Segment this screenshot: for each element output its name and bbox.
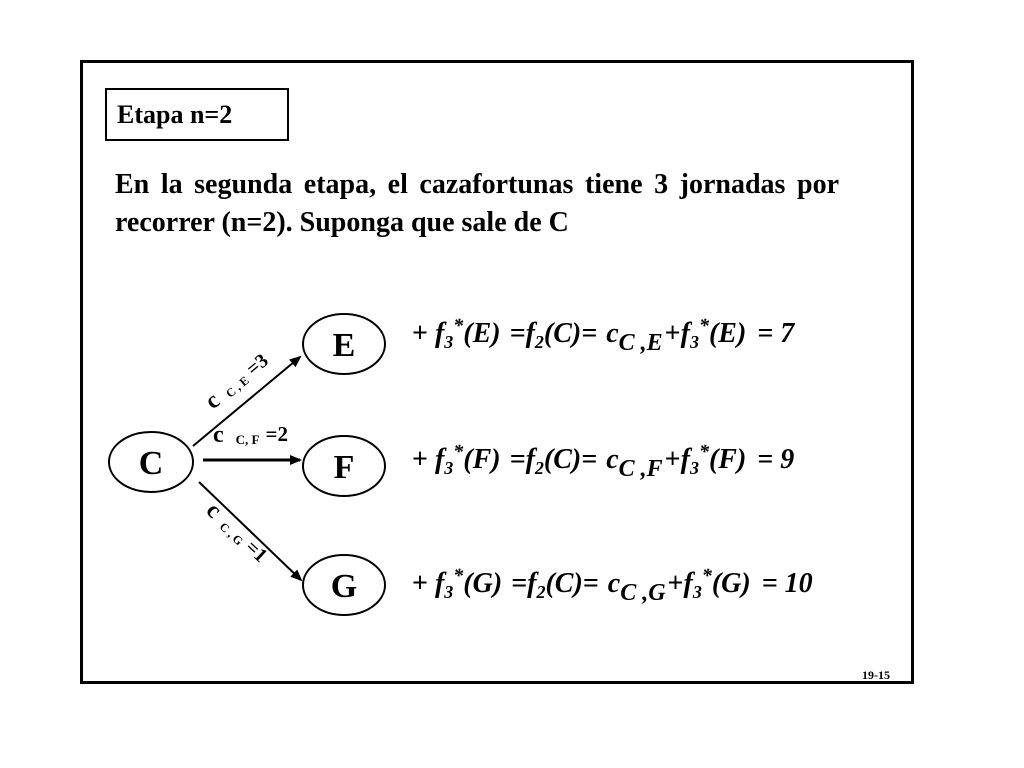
- formula-e-lead: +: [412, 318, 428, 349]
- formula-f-rhs-f: f: [680, 444, 690, 475]
- formula-e-f2: f: [525, 318, 535, 349]
- formula-f-f2-sub: 2: [534, 458, 544, 478]
- formula-e-f2-sub: 2: [534, 332, 544, 352]
- formula-g-f3: f: [434, 568, 445, 599]
- node-f: [303, 436, 385, 496]
- formula-e-star: *: [453, 315, 464, 337]
- formula-f-f2: f: [525, 444, 535, 475]
- formula-e-c-sub: C ,E: [618, 330, 663, 356]
- formula-g-c: c: [607, 568, 621, 599]
- edge-c-g-sub: C , G: [216, 519, 246, 549]
- formula-f-c: c: [606, 444, 619, 475]
- formula-g-eq1: =: [511, 568, 528, 599]
- node-c-label: C: [138, 445, 164, 482]
- svg-text:c C, F =2: [213, 422, 288, 448]
- edge-label-c-f: [213, 422, 288, 448]
- svg-text:c C , E =3: [200, 347, 273, 414]
- formula-f-rhs-star: *: [698, 441, 709, 463]
- formula-e-rhs-f: f: [680, 318, 690, 349]
- formula-g-f2: f: [527, 568, 537, 599]
- formula-g-star: *: [453, 565, 464, 587]
- page-number: 19-15: [862, 668, 890, 682]
- formula-f: [412, 441, 794, 482]
- node-g: [303, 555, 385, 615]
- node-e-label: E: [332, 327, 356, 364]
- edge-label-c-e: [200, 347, 273, 414]
- formula-e-f2-arg: (C)=: [543, 318, 598, 349]
- formula-g-plus: +: [667, 568, 684, 599]
- formula-g-rhs-star: *: [701, 565, 712, 587]
- formula-e-f3: f: [434, 318, 445, 349]
- edge-c-e-value: =3: [242, 349, 273, 381]
- formula-f-rhs-sub: 3: [689, 458, 699, 478]
- formula-e-rhs-arg: (E): [708, 318, 747, 349]
- node-c: [109, 432, 193, 492]
- formula-g-lead: +: [412, 568, 428, 599]
- formula-f-c-sub: C ,F: [618, 456, 663, 482]
- formula-e-plus: +: [664, 318, 681, 349]
- formula-g: [412, 565, 813, 606]
- edge-c-e-c: c: [200, 387, 226, 415]
- edge-c-e-sub: C , E: [223, 373, 252, 401]
- formula-e-arg: (E): [463, 318, 501, 349]
- formula-g-rhs-arg: (G): [711, 568, 751, 599]
- edge-c-g-c: c: [200, 497, 227, 524]
- formula-f-result: = 9: [757, 444, 795, 475]
- edge-label-c-g: [201, 497, 274, 567]
- edge-c-f-sub: C, F: [235, 432, 260, 447]
- formula-f-f2-arg: (C)=: [543, 444, 598, 475]
- svg-text:c C , G =1: [201, 497, 274, 567]
- edge-c-g-value: =1: [240, 536, 272, 567]
- formula-e: [412, 315, 795, 356]
- node-g-label: G: [330, 568, 358, 605]
- formula-e-result: = 7: [757, 318, 795, 349]
- edge-c-f-value: =2: [265, 422, 288, 446]
- formula-f-arg: (F): [463, 444, 501, 475]
- formula-g-result: = 10: [761, 568, 813, 599]
- formula-f-lead: +: [412, 444, 428, 475]
- formula-g-f2-sub: 2: [536, 582, 546, 602]
- formula-g-c-sub: C ,G: [620, 580, 666, 606]
- formula-e-f3-sub: 3: [444, 332, 454, 352]
- stage-title-text: Etapa n=2: [117, 100, 233, 129]
- formula-f-plus: +: [664, 444, 681, 475]
- formula-g-f2-arg: (C)=: [545, 568, 599, 599]
- formula-e-eq1: =: [509, 318, 526, 349]
- edge-c-g: [199, 482, 301, 580]
- formula-g-f3-sub: 3: [444, 582, 454, 602]
- formula-f-star: *: [453, 441, 464, 463]
- formula-g-rhs-f: f: [683, 568, 693, 599]
- edge-c-f-c: c: [213, 422, 224, 448]
- formula-g-rhs-sub: 3: [692, 582, 702, 602]
- formula-e-c: c: [606, 318, 619, 349]
- formula-g-arg: (G): [463, 568, 503, 599]
- formula-e-rhs-sub: 3: [689, 332, 699, 352]
- node-f-label: F: [333, 449, 355, 486]
- formula-f-rhs-arg: (F): [708, 444, 747, 475]
- formula-f-f3: f: [434, 444, 445, 475]
- node-e: [303, 314, 385, 374]
- formula-e-rhs-star: *: [698, 315, 709, 337]
- intro-paragraph: En la segunda etapa, el cazafortunas tiene 3 jornadas por recorrer (n=2). Suponga que sale de C: [115, 169, 839, 238]
- formula-f-eq1: =: [509, 444, 526, 475]
- formula-f-f3-sub: 3: [444, 458, 454, 478]
